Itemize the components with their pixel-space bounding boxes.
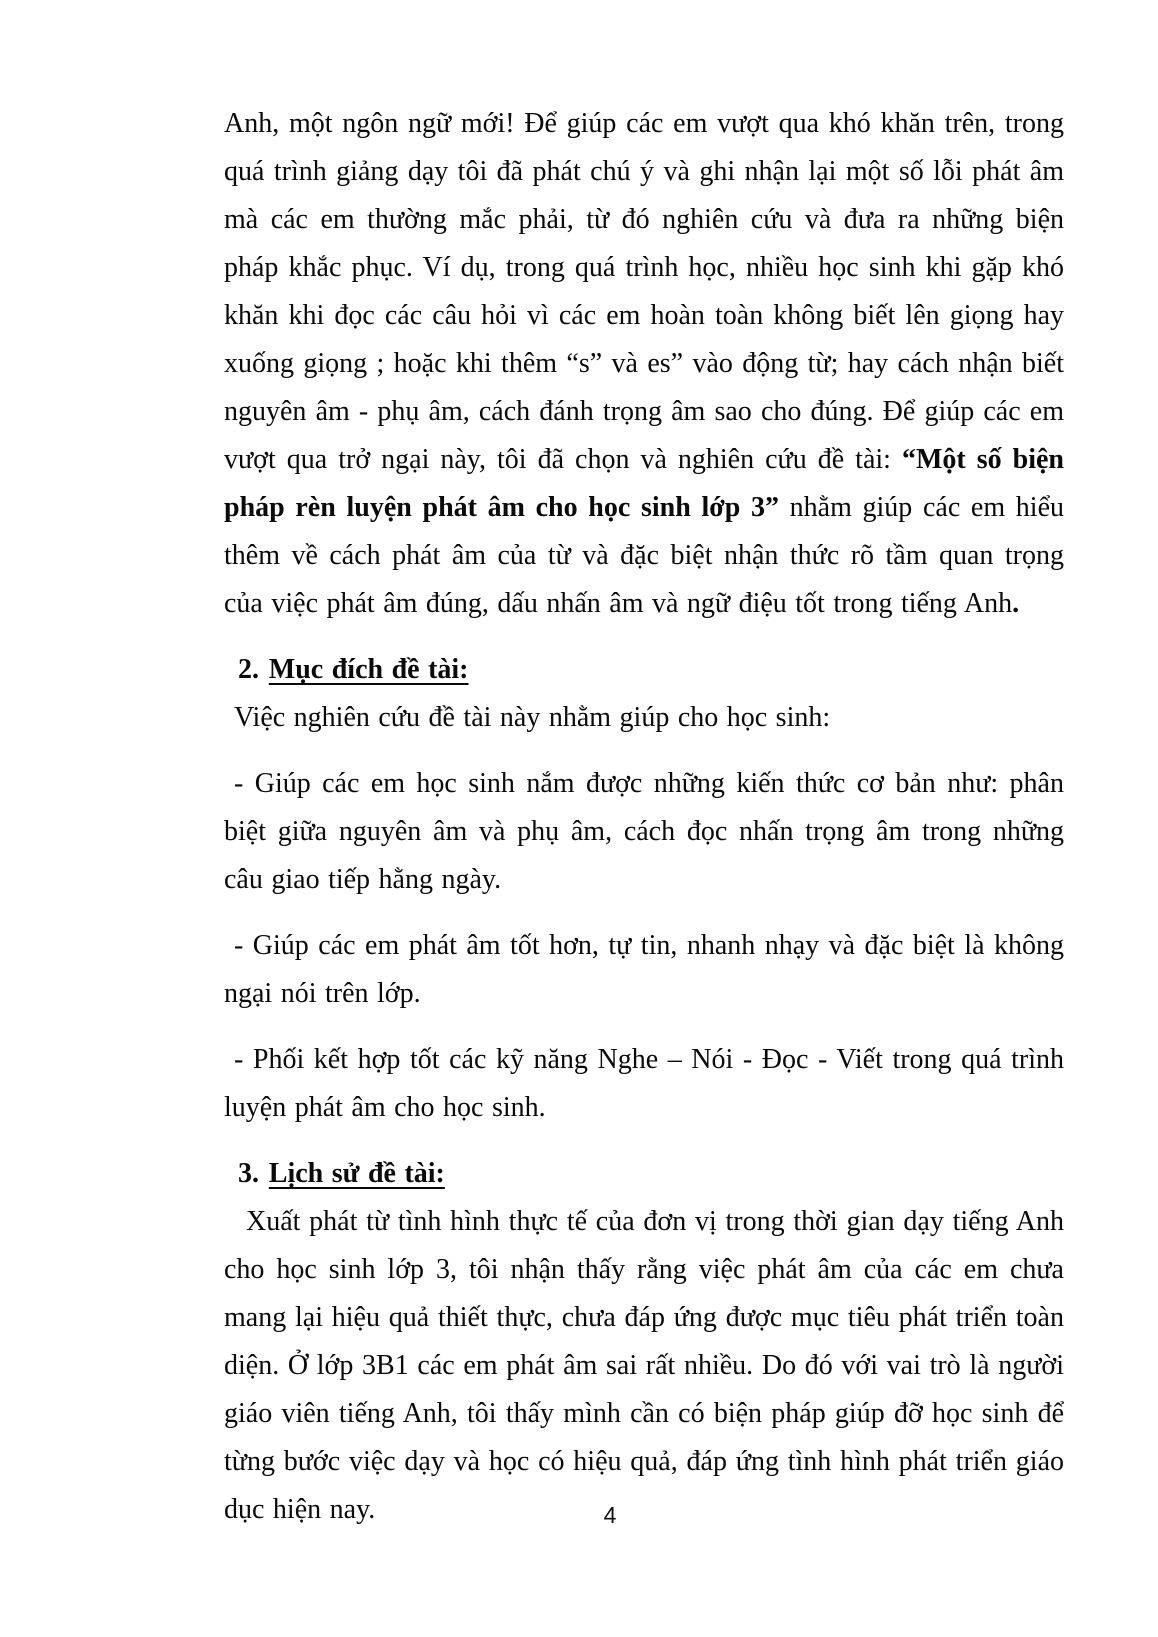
document-body: [224, 100, 1064, 1534]
section-2-number: 2.: [238, 654, 259, 685]
section-3-title: Lịch sử đề tài:: [268, 1158, 445, 1189]
section-3-paragraph: Xuất phát từ tình hình thực tế của đơn vị trong thời gian dạy tiếng Anh cho học sinh lớp 3, tôi nhận thấy rằng việc phát âm của các em chưa mang lại hiệu quả thiết thực, chưa đáp ứng được mục tiêu phát triển toàn diện. Ở lớp 3B1 các em phát âm sai rất nhiều. Do đó với vai trò là người giáo viên tiếng Anh, tôi thấy mình cần có biện pháp giúp đỡ học sinh để từng bước việc dạy và học có hiệu quả, đáp ứng tình hình phát triển giáo dục hiện nay.: [224, 1206, 1064, 1525]
section-3-number: 3.: [238, 1158, 259, 1189]
intro-trailing-period: .: [1012, 588, 1020, 619]
section-2-title: Mục đích đề tài:: [268, 654, 469, 685]
intro-text-before-title: Anh, một ngôn ngữ mới! Để giúp các em vượt qua khó khăn trên, trong quá trình giảng dạy tôi đã phát chú ý và ghi nhận lại một số lỗi phát âm mà các em thường mắc phải, từ đó nghiên cứu và đưa ra những biện pháp khắc phục. Ví dụ, trong quá trình học, nhiều học sinh khi gặp khó khăn khi đọc các câu hỏi vì các em hoàn toàn không biết lên giọng hay xuống giọng ; hoặc khi thêm “s” và es” vào động từ; hay cách nhận biết nguyên âm - phụ âm, cách đánh trọng âm sao cho đúng. Để giúp các em vượt qua trở ngại này, tôi đã chọn và nghiên cứu đề tài:: [224, 108, 1064, 475]
section-3-heading: [224, 1150, 1064, 1198]
research-topic-title: “Một số biện pháp rèn luyện phát âm cho học sinh lớp 3”: [224, 444, 1064, 523]
intro-paragraph: [224, 100, 1064, 628]
section-2-bullet-1: - Giúp các em học sinh nắm được những kiến thức cơ bản như: phân biệt giữa nguyên âm và phụ âm, cách đọc nhấn trọng âm trong những câu giao tiếp hằng ngày.: [224, 768, 1064, 895]
section-2-heading: [224, 646, 1064, 694]
section-2-lead: Việc nghiên cứu đề tài này nhằm giúp cho học sinh:: [234, 702, 831, 733]
intro-text-after-title: nhằm giúp các em hiểu thêm về cách phát âm của từ và đặc biệt nhận thức rõ tầm quan trọng của việc phát âm đúng, dấu nhấn âm và ngữ điệu tốt trong tiếng Anh: [224, 492, 1065, 619]
section-2-bullet-2: - Giúp các em phát âm tốt hơn, tự tin, nhanh nhạy và đặc biệt là không ngại nói trên lớp.: [224, 930, 1064, 1009]
section-2-bullet-3: - Phối kết hợp tốt các kỹ năng Nghe – Nói - Đọc - Viết trong quá trình luyện phát âm cho học sinh.: [224, 1044, 1064, 1123]
page-number: 4: [603, 1502, 617, 1528]
